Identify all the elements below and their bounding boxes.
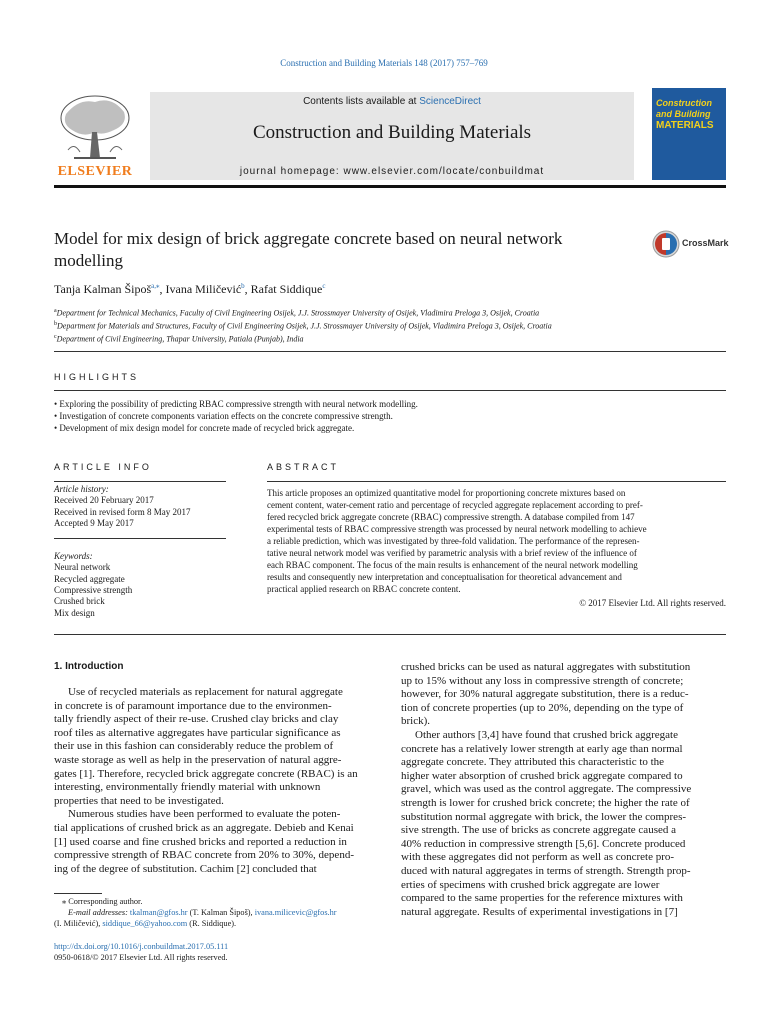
email-label: E-mail addresses:: [68, 908, 128, 917]
elsevier-logo: [54, 92, 136, 180]
highlights-heading: HIGHLIGHTS: [54, 372, 140, 382]
keyword: Recycled aggregate: [54, 573, 125, 584]
divider: [54, 481, 226, 482]
body-column-left: [54, 686, 378, 876]
author-name[interactable]: Ivana Miličević: [165, 282, 242, 296]
divider: [54, 634, 726, 635]
email-link[interactable]: tkalman@gfos.hr: [129, 908, 188, 917]
affiliation: $^b$Department for Materials and Structures, Faculty of Civil Engineering Osijek, J.J. Strossmayer University of Osijek, Vladimira Preloga 3, Osijek, Croatia: [54, 321, 552, 331]
crossmark-badge[interactable]: [652, 230, 732, 260]
crossmark-icon: [652, 230, 680, 258]
cover-line-3: MATERIALS: [656, 120, 714, 131]
header-rule: [54, 185, 726, 188]
journal-cover: [652, 88, 726, 180]
article-info: [54, 484, 226, 619]
tree-icon: [54, 92, 136, 164]
journal-header: [150, 92, 634, 180]
divider: [54, 390, 726, 391]
corresponding-author-note: ⁎ Corresponding author.: [62, 897, 143, 906]
keyword: Mix design: [54, 607, 95, 618]
author-affiliation-marker: a,⁎: [151, 282, 160, 290]
history-revised: Received in revised form 8 May 2017: [54, 506, 191, 517]
divider: [54, 351, 726, 352]
highlight-item: • Exploring the possibility of predicting RBAC compressive strength with neural network modelling.: [54, 399, 418, 409]
keyword: Crushed brick: [54, 596, 105, 607]
abstract-copyright: © 2017 Elsevier Ltd. All rights reserved.: [579, 598, 726, 608]
footnotes: ⁎ Corresponding author. E-mail addresses: tkalman@gfos.hr (T. Kalman Šipoš), ivana.milicevic@gfos.hr (I. Miličević), siddique_66@yahoo.com (R. Siddique).: [54, 896, 384, 929]
keyword: Compressive strength: [54, 585, 133, 596]
paragraph: Other authors [3,4] have found that crushed brick aggregate concrete has a relatively lower strength at early age than normal aggregate concrete. They attributed this characteristic to the higher water absorption of crushed brick aggregate compared to gravel, which was used as the control aggregate. The compressive strength is lower for crushed brick concrete; the higher the rate of substitution normal aggregate with brick, the lower the compres- sive strength. The use of bricks as concrete aggregate caused a 40% reduction in compressive strength [5,6]. Concrete produced with these aggregates did not perform as well as concrete pro- duced with natural aggregates in terms of strength. Strength prop- erties of specimens with crushed brick aggregate are lower compared to the same properties for the reference mixtures with natural aggregate. Results of experimental investigations in [7]: [401, 728, 692, 918]
email-link[interactable]: siddique_66@yahoo.com: [102, 919, 188, 928]
cover-line-2: and Building: [656, 109, 711, 119]
footnote-rule: [54, 893, 102, 894]
highlights-list: [54, 398, 726, 434]
highlight-item: • Development of mix design model for concrete made of recycled brick aggregate.: [54, 423, 355, 433]
highlight-item: • Investigation of concrete components variation effects on the concrete compressive strength.: [54, 411, 393, 421]
section-heading-introduction: 1. Introduction: [54, 661, 124, 672]
sciencedirect-link[interactable]: ScienceDirect: [419, 96, 481, 107]
journal-citation[interactable]: Construction and Building Materials 148 (2017) 757–769: [280, 58, 488, 68]
affiliation: $^a$Department for Technical Mechanics, Faculty of Civil Engineering Osijek, J.J. Strossmayer University of Osijek, Vladimira Preloga 3, Osijek, Croatia: [54, 308, 540, 318]
doi-link[interactable]: http://dx.doi.org/10.1016/j.conbuildmat.2017.05.111: [54, 942, 229, 951]
body-column-right: [401, 661, 726, 919]
article-info-heading: ARTICLE INFO: [54, 462, 152, 472]
keywords-label: Keywords:: [54, 551, 93, 562]
author-name[interactable]: Tanja Kalman Šipoš: [54, 282, 152, 296]
journal-homepage[interactable]: journal homepage: www.elsevier.com/locate/conbuildmat: [239, 166, 545, 177]
abstract-heading: ABSTRACT: [267, 462, 340, 472]
contents-prefix: Contents lists available at: [303, 96, 420, 107]
cover-line-1: Construction: [656, 98, 712, 108]
history-label: Article history:: [54, 484, 109, 494]
history-accepted: Accepted 9 May 2017: [54, 517, 134, 528]
divider: [267, 481, 726, 482]
contents-line: [150, 96, 634, 107]
paragraph: Numerous studies have been performed to evaluate the poten- tial applications of crushed brick as an aggregate. Debieb and Kenai [1] used coarse and fine crushed bricks and reported a reduction in compressive strength of RBAC concrete from 20% to 30%, depend- ing of the degree of substitution. Cachim [2] concluded that: [54, 808, 354, 875]
elsevier-wordmark: ELSEVIER: [57, 164, 133, 179]
journal-title: Construction and Building Materials: [252, 122, 532, 143]
affiliation: $^c$Department of Civil Engineering, Thapar University, Patiala (Punjab), India: [54, 334, 304, 344]
article-title: Model for mix design of brick aggregate concrete based on neural network modelling: [54, 229, 563, 270]
bottom-info: [54, 941, 228, 963]
history-received: Received 20 February 2017: [54, 495, 154, 506]
keyword: Neural network: [54, 562, 111, 573]
author-list: Tanja Kalman Šipoš$^{a,⁎}$, Ivana Miličević$^b$, Rafat Siddique$^c$: [54, 282, 326, 296]
issn-line: 0950-0618/© 2017 Elsevier Ltd. All rights reserved.: [54, 953, 228, 962]
author-affiliation-marker: c: [322, 282, 326, 290]
affiliations: [54, 306, 726, 345]
crossmark-label: CrossMark: [682, 238, 729, 248]
abstract-body: This article proposes an optimized quantitative model for proportioning concrete mixtures based on cement content, water-cement ratio and percentage of recycled aggregate replacement according to pref- fered recycled brick aggregate concrete (RBAC) compressive strength. A database compiled from 147 experimental tests of RBAC compressive strength was processed by neural network modelling to achieve a reliable prediction, which was investigated by three-fold validation. The performance of the represen- tative neural network model was verified by parametric analysis with a brief review of the influence of each RBAC component. The focus of the main results is enhancement of the neural network modelling results and consequently new interpretation and conceptualisation for theoretical advancement and practical applied research on RBAC concrete content. © 2017 Elsevier Ltd. All rights reserved.: [267, 488, 726, 608]
paragraph: crushed bricks can be used as natural aggregates with substitution up to 15% without any loss in compressive strength of concrete; however, for 30% natural aggregate substitution, there is a reduc- tion of concrete properties (up to 20%, depending on the type of brick).: [401, 661, 691, 728]
email-link[interactable]: ivana.milicevic@gfos.hr: [254, 908, 337, 917]
paragraph: Use of recycled materials as replacement for natural aggregate in concrete is of paramount importance due to the environmen- tally friendly aspect of their re-use. Crushed clay bricks and clay roof tiles as alternative aggregates have particular significance as their use in this fashion can considerably reduce the problem of waste storage as well as help in the preservation of natural aggre- gates [1]. Therefore, recycled brick aggregate concrete (RBAC) is an interesting, environmentally friendly material with unknown properties that need to be investigated.: [54, 686, 358, 807]
author-affiliation-marker: b: [241, 282, 245, 290]
author-name[interactable]: Rafat Siddique: [250, 282, 323, 296]
